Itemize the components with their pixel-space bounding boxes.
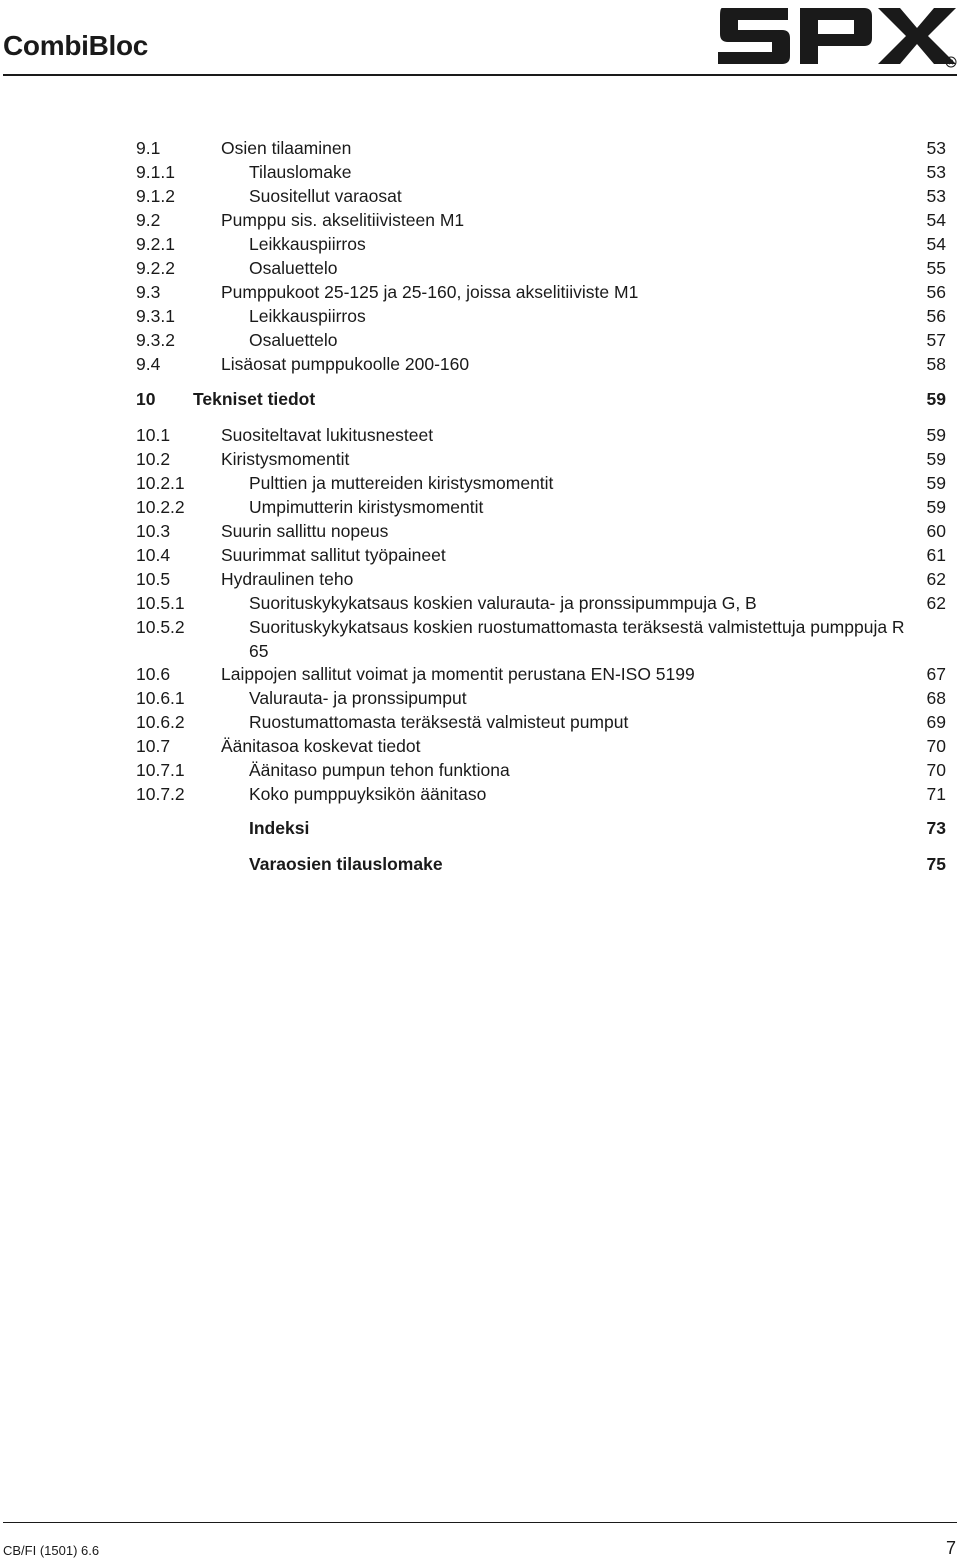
toc-entry-title: Suurin sallittu nopeus: [221, 521, 389, 541]
toc-entry-page: 58: [926, 354, 946, 374]
toc-entry-title: Pumppukoot 25-125 ja 25-160, joissa akselitiiviste M1: [221, 282, 639, 302]
toc-entry-number: 10.1: [136, 425, 171, 445]
toc-entry-page: 62: [926, 593, 946, 613]
toc-entry-page: 65: [249, 641, 269, 661]
toc-entry-title: Indeksi: [249, 818, 310, 838]
toc-entry-page: 70: [926, 736, 946, 756]
toc-entry-number: 9.3.1: [136, 306, 175, 326]
document-title: CombiBloc: [3, 30, 149, 61]
toc-entry[interactable]: [0, 330, 960, 354]
toc-entry[interactable]: [0, 449, 960, 473]
toc-entry-title: Umpimutterin kiristysmomentit: [249, 497, 484, 517]
toc-entry-number: 10.5.2: [136, 617, 185, 637]
toc-entry-number: 9.2: [136, 210, 161, 230]
toc-entry-number: 9.1: [136, 138, 161, 158]
toc-entry-title: Suorituskykykatsaus koskien ruostumattomasta teräksestä valmistettuja pumppuja R: [249, 617, 905, 637]
toc-entry-title: Lisäosat pumppukoolle 200-160: [221, 354, 470, 374]
toc-entry-number: 10.5.1: [136, 593, 185, 613]
toc-entry[interactable]: [0, 818, 960, 842]
toc-entry-page: 59: [926, 449, 946, 469]
toc-entry-title: Hydraulinen teho: [221, 569, 354, 589]
toc-entry-page: 56: [926, 282, 946, 302]
toc-entry-page: 57: [926, 330, 946, 350]
toc-entry-page: 54: [926, 234, 946, 254]
toc-entry[interactable]: [0, 389, 960, 413]
footer-divider: [3, 1522, 957, 1523]
toc-entry[interactable]: [0, 162, 960, 186]
toc-entry[interactable]: [0, 593, 960, 617]
toc-entry-page: 73: [926, 818, 946, 838]
toc-entry[interactable]: [0, 569, 960, 593]
toc-entry-title: Pulttien ja muttereiden kiristysmomentit: [249, 473, 554, 493]
toc-entry[interactable]: [0, 854, 960, 878]
toc-entry-title: Tilauslomake: [249, 162, 352, 182]
toc-entry-number: 10.7.1: [136, 760, 185, 780]
toc-entry[interactable]: [0, 473, 960, 497]
page-number: 7: [945, 1538, 956, 1558]
toc-entry-number: 10.6: [136, 664, 171, 684]
toc-entry-page: 67: [926, 664, 946, 684]
toc-entry[interactable]: [0, 186, 960, 210]
toc-entry-page: 59: [926, 425, 946, 445]
toc-entry-page: 55: [926, 258, 946, 278]
toc-entry-page: 56: [926, 306, 946, 326]
toc-entry-page: 60: [926, 521, 946, 541]
toc-entry[interactable]: [0, 258, 960, 282]
toc-entry-number: 9.1.2: [136, 186, 175, 206]
toc-entry-title: Osaluettelo: [249, 258, 338, 278]
toc-entry-title: Äänitaso pumpun tehon funktiona: [249, 760, 510, 780]
toc-entry[interactable]: [0, 617, 960, 661]
toc-entry-number: 9.1.1: [136, 162, 175, 182]
toc-entry-title: Äänitasoa koskevat tiedot: [221, 736, 421, 756]
toc-entry-title: Suurimmat sallitut työpaineet: [221, 545, 446, 565]
toc-entry-title: Osaluettelo: [249, 330, 338, 350]
toc-entry-page: 71: [926, 784, 946, 804]
toc-entry-number: 9.3.2: [136, 330, 175, 350]
toc-entry-page: 61: [926, 545, 946, 565]
toc-entry-title: Koko pumppuyksikön äänitaso: [249, 784, 487, 804]
toc-entry-title: Ruostumattomasta teräksestä valmisteut pumput: [249, 712, 629, 732]
toc-entry-title: Suositellut varaosat: [249, 186, 402, 206]
toc-entry-page: 59: [926, 473, 946, 493]
toc-entry-title: Leikkauspiirros: [249, 306, 366, 326]
toc-entry-page: 59: [926, 389, 946, 409]
toc-entry-number: 10.2.2: [136, 497, 185, 517]
toc-entry-page: 53: [926, 162, 946, 182]
toc-entry[interactable]: [0, 760, 960, 784]
toc-entry[interactable]: [0, 234, 960, 258]
toc-entry-title: Kiristysmomentit: [221, 449, 350, 469]
toc-entry-title: Tekniset tiedot: [193, 389, 316, 409]
toc-entry-page: 59: [926, 497, 946, 517]
toc-entry-number: 10: [136, 389, 156, 409]
toc-entry-number: 10.2: [136, 449, 171, 469]
toc-entry[interactable]: [0, 664, 960, 688]
toc-entry-title: Valurauta- ja pronssipumput: [249, 688, 467, 708]
toc-entry[interactable]: [0, 712, 960, 736]
toc-entry-number: 10.7: [136, 736, 171, 756]
toc-entry-number: 10.7.2: [136, 784, 185, 804]
toc-entry[interactable]: [0, 306, 960, 330]
toc-entry-title: Suositeltavat lukitusnesteet: [221, 425, 434, 445]
toc-entry[interactable]: [0, 521, 960, 545]
toc-entry-number: 9.3: [136, 282, 161, 302]
toc-entry-title: Leikkauspiirros: [249, 234, 366, 254]
toc-entry-number: 10.6.1: [136, 688, 185, 708]
toc-entry[interactable]: [0, 497, 960, 521]
toc-entry[interactable]: [0, 354, 960, 378]
toc-entry[interactable]: [0, 210, 960, 234]
toc-entry[interactable]: [0, 545, 960, 569]
toc-entry-page: 70: [926, 760, 946, 780]
toc-entry-number: 10.2.1: [136, 473, 185, 493]
toc-entry-page: 54: [926, 210, 946, 230]
toc-entry[interactable]: [0, 138, 960, 162]
toc-entry[interactable]: [0, 425, 960, 449]
svg-text:R: R: [948, 59, 954, 67]
toc-entry-title: Suorituskykykatsaus koskien valurauta- ja pronssipummpuja G, B: [249, 593, 757, 613]
document-code: CB/FI (1501) 6.6: [3, 1543, 100, 1558]
toc-entry[interactable]: [0, 736, 960, 760]
header-divider: [3, 74, 957, 76]
toc-entry-page: 68: [926, 688, 946, 708]
toc-entry-number: 9.4: [136, 354, 161, 374]
toc-entry[interactable]: [0, 282, 960, 306]
toc-entry[interactable]: [0, 688, 960, 712]
toc-entry-page: 53: [926, 186, 946, 206]
toc-entry-title: Laippojen sallitut voimat ja momentit perustana EN-ISO 5199: [221, 664, 695, 684]
toc-entry-number: 9.2.1: [136, 234, 175, 254]
toc-entry-number: 10.3: [136, 521, 171, 541]
toc-entry[interactable]: [0, 784, 960, 808]
toc-entry-page: 53: [926, 138, 946, 158]
toc-entry-title: Varaosien tilauslomake: [249, 854, 443, 874]
toc-entry-number: 10.6.2: [136, 712, 185, 732]
toc-entry-number: 10.5: [136, 569, 171, 589]
toc-entry-number: 9.2.2: [136, 258, 175, 278]
toc-entry-page: 62: [926, 569, 946, 589]
spx-logo: [718, 2, 958, 68]
toc-entry-number: 10.4: [136, 545, 171, 565]
toc-entry-title: Pumppu sis. akselitiivisteen M1: [221, 210, 465, 230]
toc-entry-page: 69: [926, 712, 946, 732]
toc-entry-page: 75: [926, 854, 946, 874]
toc-entry-title: Osien tilaaminen: [221, 138, 352, 158]
